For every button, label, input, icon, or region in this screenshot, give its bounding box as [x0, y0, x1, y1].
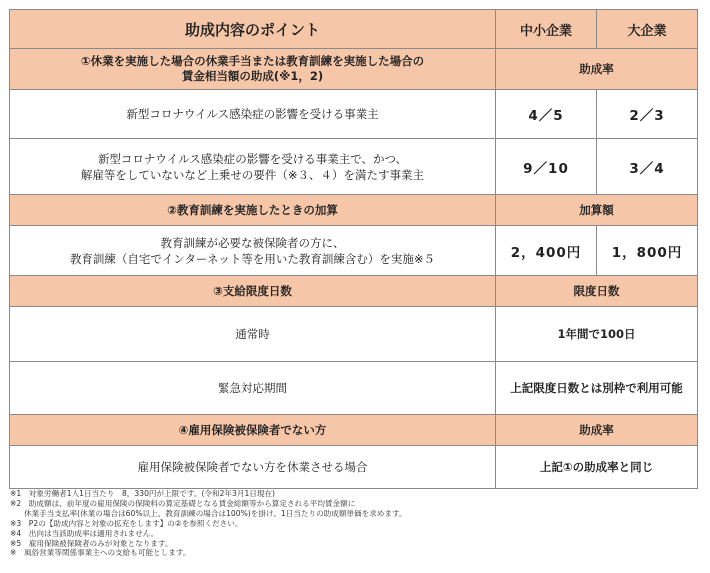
section2-header [10, 195, 698, 226]
footnote-2: ※2 助成額は、前年度の雇用保険の保険料の算定基礎となる賃金総額等から算定される平均賃金額に [10, 498, 356, 508]
footnote-6: ※ 風俗営業等関係事業主への支給も可能とします。 [10, 548, 191, 558]
footnote-5: ※5 雇用保険被保険者のみが対象となります。 [10, 538, 173, 548]
header-row [10, 10, 698, 49]
table-row [10, 90, 698, 139]
section2-label: 教育訓練が必要な被保険者の方に、 教育訓練（自宅でインターネット等を用いた教育訓練含む）を実施※５ [10, 226, 496, 276]
section3-row1-label: 通常時 [10, 307, 496, 362]
section3-row1-value: 1年間で100日 [496, 307, 698, 362]
footnote-2-cont: 休業手当支払率(休業の場合は60%以上、教育訓練の場合は100%)を掛け、1日当たりの助成額単価を求めます。 [24, 508, 407, 518]
section3-heading: ③支給限度日数 [10, 276, 496, 307]
footnote-3: ※3 P2の【助成内容と対象の拡充をします】の②を参照ください。 [10, 518, 243, 528]
section2-large: 1，800円 [597, 226, 698, 276]
section4-label: 雇用保険被保険者でない方を休業させる場合 [10, 446, 496, 489]
section2-heading: ②教育訓練を実施したときの加算 [10, 195, 496, 226]
section3-row2-value: 上記限度日数とは別枠で利用可能 [496, 362, 698, 415]
section1-row1-label: 新型コロナウイルス感染症の影響を受ける事業主 [10, 90, 496, 139]
footnotes [10, 489, 700, 558]
section1-col-label: 助成率 [496, 49, 698, 90]
table-row [10, 307, 698, 362]
table-title: 助成内容のポイント [10, 10, 496, 49]
section1-row1-small: 4／5 [496, 90, 597, 139]
section4-col-label: 助成率 [496, 415, 698, 446]
section2-col-label: 加算額 [496, 195, 698, 226]
section1-header [10, 49, 698, 90]
section4-heading: ④雇用保険被保険者でない方 [10, 415, 496, 446]
col-header-small: 中小企業 [496, 10, 597, 49]
section3-row2-label: 緊急対応期間 [10, 362, 496, 415]
section1-row1-large: 2／3 [597, 90, 698, 139]
table-row [10, 139, 698, 195]
col-header-large: 大企業 [597, 10, 698, 49]
section3-header [10, 276, 698, 307]
section1-row2-small: 9／10 [496, 139, 597, 195]
footnote-4: ※4 出向は当該助成率は適用されません。 [10, 528, 159, 538]
section1-heading-line1: ①休業を実施した場合の休業手当または教育訓練を実施した場合の [80, 54, 425, 68]
subsidy-table [9, 9, 698, 489]
section2-small: 2，400円 [496, 226, 597, 276]
section1-heading [10, 49, 496, 90]
section4-header [10, 415, 698, 446]
section1-heading-line2: 賃金相当額の助成(※1，2) [181, 69, 324, 83]
section4-value: 上記①の助成率と同じ [496, 446, 698, 489]
footnote-1: ※1 対象労働者1人1日当たり 8，330円が上限です。(令和2年3月1日現在) [10, 489, 276, 498]
table-row [10, 226, 698, 276]
table-row [10, 362, 698, 415]
section3-col-label: 限度日数 [496, 276, 698, 307]
section1-row2-label: 新型コロナウイルス感染症の影響を受ける事業主で、かつ、 解雇等をしていないなど上乗せの要件（※３、４）を満たす事業主 [10, 139, 496, 195]
section1-row2-large: 3／4 [597, 139, 698, 195]
table-row [10, 446, 698, 489]
